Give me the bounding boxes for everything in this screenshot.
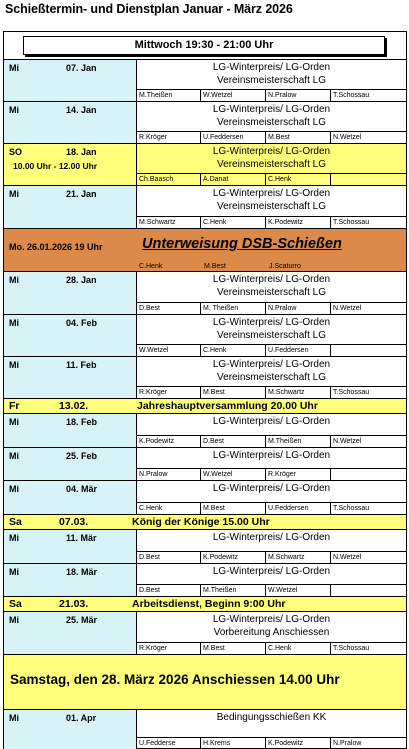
date-cell bbox=[4, 272, 137, 314]
name-cell: D.Best bbox=[200, 435, 265, 447]
activity-line: LG-Winterpreis/ LG-Orden bbox=[212, 359, 331, 370]
date-cell bbox=[4, 448, 137, 480]
date-label: 11. Mär bbox=[66, 533, 97, 543]
event-day: Sa bbox=[9, 598, 22, 610]
big-event-row bbox=[4, 655, 406, 710]
activity-cell bbox=[137, 448, 406, 480]
name-cell: J.Scaturro bbox=[269, 263, 301, 270]
activity-line: LG-Winterpreis/ LG-Orden bbox=[212, 62, 331, 73]
name-cell: M.Theißen bbox=[137, 89, 200, 101]
date-cell bbox=[4, 564, 137, 596]
name-cell: M.Theißen bbox=[200, 584, 265, 596]
date-label: 25. Feb bbox=[66, 451, 98, 461]
name-cell: C.Henk bbox=[137, 502, 200, 514]
date-label: 01. Apr bbox=[66, 713, 97, 723]
name-cell: N.Wetzel bbox=[330, 131, 406, 143]
activity-cell bbox=[137, 414, 406, 447]
activity-line: Vereinsmeisterschaft LG bbox=[217, 117, 326, 128]
event-day: Sa bbox=[9, 516, 22, 528]
date-cell bbox=[4, 530, 137, 563]
name-cell: K.Podewitz bbox=[200, 551, 265, 563]
weekday-label: Mi bbox=[9, 275, 19, 285]
activity-cell bbox=[137, 186, 406, 228]
name-cell bbox=[330, 468, 406, 480]
event-title: Arbeitsdienst, Beginn 9:00 Uhr bbox=[132, 598, 286, 610]
event-title: Jahreshauptversammlung 20.00 Uhr bbox=[137, 400, 318, 412]
schedule-row bbox=[4, 710, 406, 749]
name-cell: A.Danat bbox=[200, 173, 265, 185]
activity-line: LG-Winterpreis/ LG-Orden bbox=[212, 532, 331, 543]
weekday-label: Mi bbox=[9, 567, 19, 577]
weekday-label: Mi bbox=[9, 615, 19, 625]
name-cell: U.Feddersen bbox=[265, 344, 330, 356]
weekday-label: Mi bbox=[9, 63, 19, 73]
schedule-row bbox=[4, 102, 406, 144]
event-title: König der Könige 15.00 Uhr bbox=[132, 516, 270, 528]
name-cell: R.Kröger bbox=[137, 642, 200, 654]
name-cell: N.Pralow bbox=[330, 737, 406, 749]
activity-cell bbox=[137, 710, 406, 749]
date-label: 14. Jan bbox=[66, 105, 97, 115]
activity-line: Vereinsmeisterschaft LG bbox=[217, 159, 326, 170]
name-cell: N.Pralow bbox=[265, 302, 330, 314]
date-label: 11. Feb bbox=[66, 360, 97, 370]
activity-line: Vereinsmeisterschaft LG bbox=[217, 201, 326, 212]
activity-line: LG-Winterpreis/ LG-Orden bbox=[212, 614, 331, 625]
date-label: 18. Mär bbox=[66, 567, 98, 577]
name-cell: M.Best bbox=[204, 263, 226, 270]
activity-cell bbox=[137, 612, 406, 654]
weekday-label: SO bbox=[9, 147, 23, 157]
event-date: 07.03. bbox=[59, 516, 89, 528]
date-cell bbox=[4, 710, 137, 749]
date-label: 18. Jan bbox=[66, 147, 97, 157]
date-label: 04. Feb bbox=[66, 318, 98, 328]
special-event-title: Unterweisung DSB-Schießen bbox=[142, 236, 342, 252]
name-cell: M. Theißen bbox=[200, 302, 265, 314]
date-cell bbox=[4, 414, 137, 447]
date-cell bbox=[4, 186, 137, 228]
activity-cell bbox=[137, 357, 406, 398]
activity-line: LG-Winterpreis/ LG-Orden bbox=[212, 566, 331, 577]
activity-line: LG-Winterpreis/ LG-Orden bbox=[212, 483, 331, 494]
name-cell: K.Podewitz bbox=[265, 737, 330, 749]
event-day: Fr bbox=[9, 400, 20, 412]
schedule-row bbox=[4, 564, 406, 597]
schedule-row bbox=[4, 481, 406, 515]
activity-line: LG-Winterpreis/ LG-Orden bbox=[212, 416, 331, 427]
weekday-label: Mi bbox=[9, 105, 19, 115]
name-cell: D.Best bbox=[137, 584, 200, 596]
name-cell: C.Henk bbox=[139, 263, 163, 270]
name-cell: N.Pralow bbox=[137, 468, 200, 480]
name-cell: K.Podewitz bbox=[137, 435, 200, 447]
name-cell: H.Krems bbox=[200, 737, 265, 749]
name-cell: R.Kröger bbox=[137, 131, 200, 143]
name-cell: C.Henk bbox=[265, 173, 330, 185]
date-label: 25. Mär bbox=[66, 615, 98, 625]
name-cell: M.Best bbox=[200, 386, 265, 398]
name-cell: U.Feddersen bbox=[265, 502, 330, 514]
name-cell: M.Best bbox=[200, 502, 265, 514]
name-cell: M.Theißen bbox=[265, 435, 330, 447]
schedule-row bbox=[4, 414, 406, 448]
weekday-label: Mi bbox=[9, 484, 19, 494]
event-date: 13.02. bbox=[59, 400, 89, 412]
date-cell bbox=[4, 102, 137, 143]
date-label: 18. Feb bbox=[66, 417, 98, 427]
date-label: 04. Mär bbox=[66, 484, 98, 494]
name-cell bbox=[330, 344, 406, 356]
name-cell: R.Kröger bbox=[265, 468, 330, 480]
schedule-row bbox=[4, 144, 406, 186]
activity-line: LG-Winterpreis/ LG-Orden bbox=[212, 450, 331, 461]
name-cell: D.Best bbox=[137, 551, 200, 563]
event-band-row bbox=[4, 597, 406, 612]
name-cell: N.Wetzel bbox=[330, 551, 406, 563]
schedule-row bbox=[4, 530, 406, 564]
activity-line: LG-Winterpreis/ LG-Orden bbox=[212, 274, 331, 285]
schedule-row bbox=[4, 272, 406, 315]
special-event-date: Mo. 26.01.2026 19 Uhr bbox=[9, 242, 103, 252]
activity-cell bbox=[137, 102, 406, 143]
event-band-row bbox=[4, 399, 406, 414]
name-cell: M.Best bbox=[265, 131, 330, 143]
date-cell bbox=[4, 315, 137, 356]
date-cell bbox=[4, 357, 137, 398]
special-event-row bbox=[4, 229, 406, 272]
name-cell: C.Henk bbox=[265, 642, 330, 654]
name-cell: D.Best bbox=[137, 302, 200, 314]
name-cell: K.Podewitz bbox=[265, 216, 330, 228]
name-cell: T.Schossau bbox=[330, 502, 406, 514]
name-cell: N.Wetzel bbox=[330, 435, 406, 447]
big-event-title: Samstag, den 28. März 2026 Anschiessen 14.00 Uhr bbox=[10, 672, 340, 687]
weekday-label: Mi bbox=[9, 318, 19, 328]
date-label: 28. Jan bbox=[66, 275, 97, 285]
date-cell bbox=[4, 60, 137, 101]
activity-line: Vorbereitung Anschiessen bbox=[213, 627, 330, 638]
weekday-label: Mi bbox=[9, 417, 19, 427]
name-cell: T.Schossau bbox=[330, 642, 406, 654]
activity-line: Vereinsmeisterschaft LG bbox=[217, 75, 326, 86]
activity-cell bbox=[137, 481, 406, 514]
weekday-label: Mi bbox=[9, 451, 19, 461]
activity-line: LG-Winterpreis/ LG-Orden bbox=[212, 104, 331, 115]
weekday-label: Mi bbox=[9, 189, 19, 199]
name-cell bbox=[330, 584, 406, 596]
activity-cell bbox=[137, 144, 406, 185]
schedule-header bbox=[4, 32, 406, 60]
activity-line: Vereinsmeisterschaft LG bbox=[217, 330, 326, 341]
activity-cell bbox=[137, 272, 406, 314]
name-cell: W.Wetzel bbox=[265, 584, 330, 596]
name-cell: C.Henk bbox=[200, 344, 265, 356]
name-cell: U.Feddersen bbox=[200, 131, 265, 143]
event-band-row bbox=[4, 515, 406, 530]
schedule-table bbox=[3, 31, 407, 749]
name-cell: W.Wetzel bbox=[200, 468, 265, 480]
name-cell bbox=[330, 173, 406, 185]
schedule-row bbox=[4, 60, 406, 102]
activity-line: LG-Winterpreis/ LG-Orden bbox=[212, 188, 331, 199]
activity-line: LG-Winterpreis/ LG-Orden bbox=[212, 146, 331, 157]
name-cell: Ch.Baasch bbox=[137, 173, 200, 185]
activity-line: Vereinsmeisterschaft LG bbox=[217, 372, 326, 383]
date-cell bbox=[4, 481, 137, 514]
name-cell: T.Schossau bbox=[330, 216, 406, 228]
header-time-box: Mittwoch 19:30 - 21:00 Uhr bbox=[23, 36, 385, 55]
weekday-label: Mi bbox=[9, 360, 19, 370]
date-cell bbox=[4, 612, 137, 654]
date-label: 21. Jan bbox=[66, 189, 97, 199]
date-cell bbox=[4, 144, 137, 185]
event-date: 21.03. bbox=[59, 598, 89, 610]
schedule-row bbox=[4, 315, 406, 357]
activity-cell bbox=[137, 60, 406, 101]
name-cell: M.Schwartz bbox=[265, 386, 330, 398]
schedule-row bbox=[4, 186, 406, 229]
name-cell: R.Kröger bbox=[137, 386, 200, 398]
name-cell: U.Fedderse bbox=[137, 737, 200, 749]
name-cell: M.Best bbox=[200, 642, 265, 654]
schedule-row bbox=[4, 448, 406, 481]
time-label: 10.00 Uhr - 12.00 Uhr bbox=[13, 161, 98, 171]
page-title: Schießtermin- und Dienstplan Januar - März 2026 bbox=[5, 2, 293, 16]
date-label: 07. Jan bbox=[66, 63, 97, 73]
schedule-row bbox=[4, 357, 406, 399]
name-cell: T.Schossau bbox=[330, 89, 406, 101]
activity-cell bbox=[137, 530, 406, 563]
name-cell: N.Pralow bbox=[265, 89, 330, 101]
name-cell: W.Wetzel bbox=[200, 89, 265, 101]
activity-cell bbox=[137, 564, 406, 596]
name-cell: W.Wetzel bbox=[137, 344, 200, 356]
activity-cell bbox=[137, 315, 406, 356]
activity-line: Vereinsmeisterschaft LG bbox=[217, 287, 326, 298]
weekday-label: Mi bbox=[9, 713, 19, 723]
name-cell: N.Wetzel bbox=[330, 302, 406, 314]
activity-line: Bedingungsschießen KK bbox=[216, 712, 327, 723]
schedule-row bbox=[4, 612, 406, 655]
name-cell: M.Schwartz bbox=[265, 551, 330, 563]
name-cell: T.Schossau bbox=[330, 386, 406, 398]
weekday-label: Mi bbox=[9, 533, 19, 543]
activity-line: LG-Winterpreis/ LG-Orden bbox=[212, 317, 331, 328]
name-cell: C.Henk bbox=[200, 216, 265, 228]
name-cell: M.Schwartz bbox=[137, 216, 200, 228]
